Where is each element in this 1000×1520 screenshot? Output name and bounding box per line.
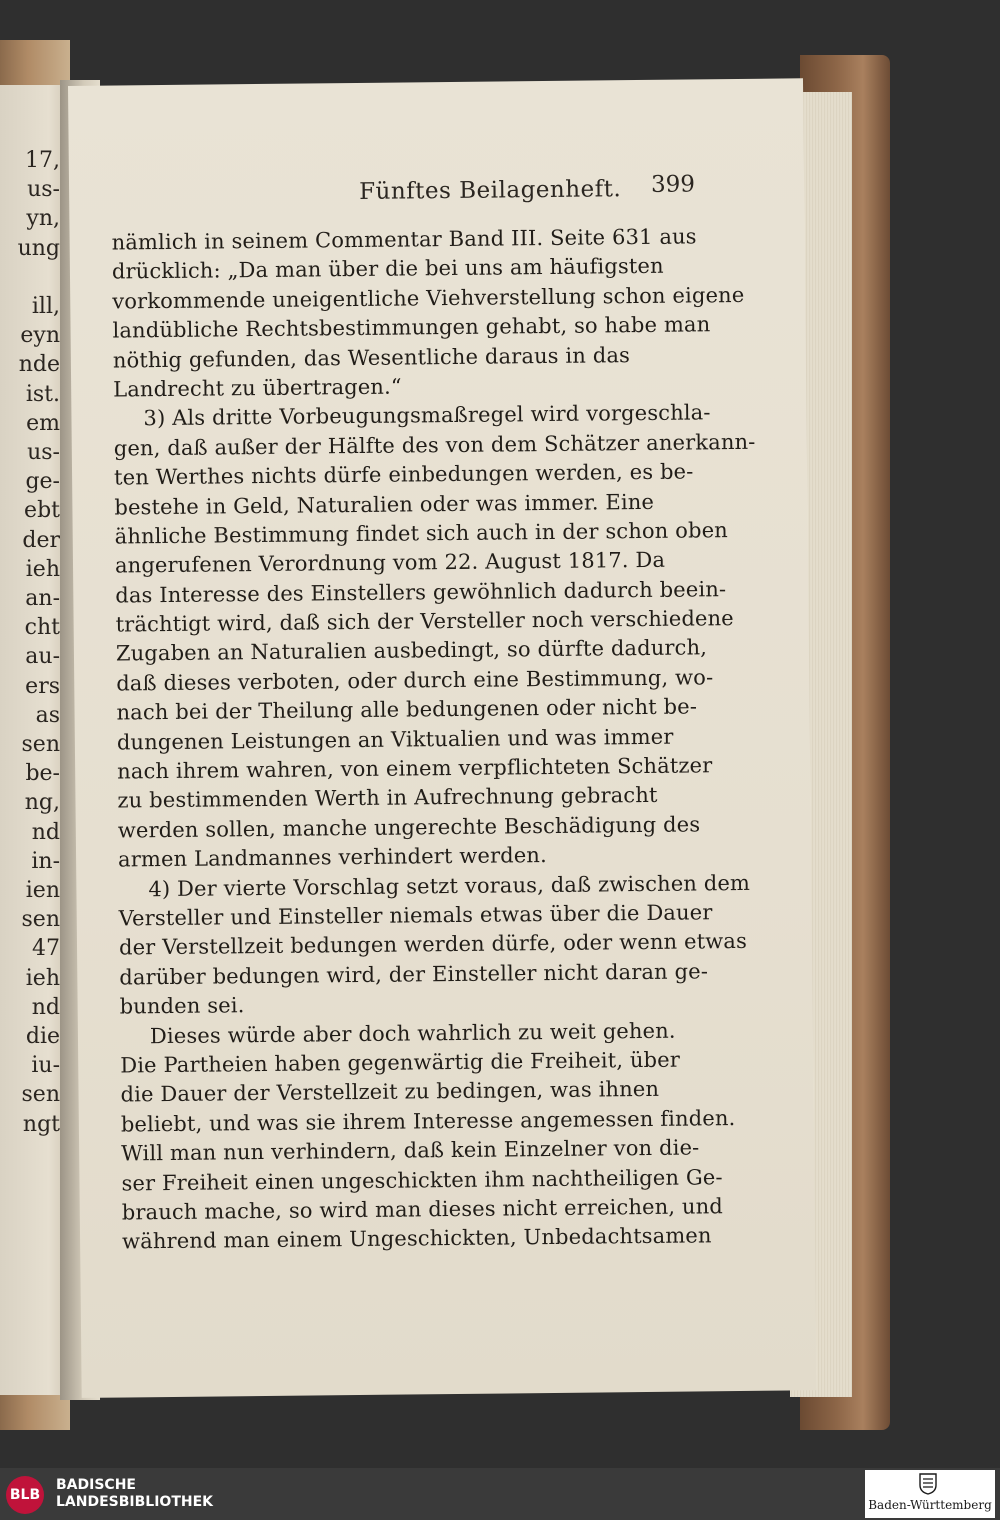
left-page-fragment: ieh (25, 965, 60, 991)
left-page-fragment: 47 (32, 936, 60, 962)
left-page-fragment: die (25, 1024, 60, 1049)
left-page-fragment: in- (31, 848, 60, 874)
left-page-fragment: ge- (25, 469, 60, 495)
text-line: Zugaben an Naturalien ausbedingt, so dürfte dadurch, (115, 635, 708, 666)
left-page-fragment: ers (25, 673, 60, 699)
library-name-line1: BADISCHE (56, 1477, 136, 1493)
text-line: während man einem Ungeschickten, Unbedachtsamen (121, 1223, 712, 1254)
left-page-fragment: ieh (25, 556, 60, 582)
text-line: nach ihrem wahren, von einem verpflichteten Schätzer (117, 753, 713, 784)
coat-of-arms-icon (919, 1473, 937, 1495)
text-line: zu bestimmenden Werth in Aufrechnung gebracht (117, 783, 658, 813)
left-page-fragment: ebt (24, 498, 60, 524)
baden-wuerttemberg-logo[interactable] (865, 1470, 995, 1518)
left-page-fragment: au- (25, 644, 60, 670)
left-page-fragment: nde (18, 352, 60, 378)
left-page-fragment: iu- (31, 1053, 60, 1079)
text-line: landübliche Rechtsbestimmungen gehabt, so habe man (112, 312, 711, 343)
text-line: Will man nun verhindern, daß kein Einzelner von die- (121, 1135, 700, 1166)
left-page-fragment: sen (21, 907, 60, 933)
text-line: Landrecht zu übertragen.“ (113, 374, 402, 402)
text-line: ten Werthes nichts dürfe einbedungen werden, es be- (113, 459, 694, 490)
left-page-fragment: ung (17, 235, 60, 261)
blb-logo[interactable]: BLB (6, 1476, 44, 1514)
text-line: nach bei der Theilung alle bedungenen oder nicht be- (116, 694, 698, 725)
text-line: ser Freiheit einen ungeschickten ihm nachtheiligen Ge- (121, 1164, 723, 1195)
text-line: Die Partheien haben gegenwärtig die Freiheit, über (120, 1047, 681, 1078)
text-line: brauch mache, so wird man dieses nicht erreichen, und (121, 1194, 724, 1225)
text-line: drücklich: „Da man über die bei uns am häufigsten (111, 254, 664, 284)
text-line: armen Landmannes verhindert werden. (117, 843, 547, 872)
left-page-fragment: ill, (31, 294, 60, 319)
text-line: dungenen Leistungen an Viktualien und was immer (116, 724, 674, 755)
text-line: der Verstellzeit bedungen werden dürfe, oder wenn etwas (118, 929, 748, 960)
text-line: bunden sei. (119, 993, 245, 1019)
text-line: die Dauer der Verstellzeit zu bedingen, was ihnen (120, 1077, 660, 1107)
text-line: 4) Der vierte Vorschlag setzt voraus, daß zwischen dem (148, 870, 751, 901)
left-page-fragment: eyn (20, 323, 60, 349)
left-page-fragment: sen (21, 732, 60, 757)
left-page-fragment: nd (31, 994, 60, 1020)
text-line: das Interesse des Einstellers gewöhnlich dadurch beein- (115, 576, 727, 608)
left-page-fragment: 17, (25, 148, 60, 173)
page-number: 399 (650, 171, 696, 198)
left-page-fragment: ien (25, 878, 60, 903)
text-line: Versteller und Einsteller niemals etwas über die Dauer (118, 900, 713, 931)
text-line: gen, daß außer der Hälfte des von dem Schätzer anerkann- (113, 429, 756, 461)
left-page-fragment: as (35, 702, 60, 728)
left-page-fragment: der (22, 527, 60, 553)
text-line: vorkommende uneigentliche Viehverstellung schon eigene (112, 282, 745, 314)
text-line: daß dieses verboten, oder durch eine Bestimmung, wo- (116, 665, 714, 696)
left-page-fragment: ngt (22, 1111, 60, 1137)
text-line: Dieses würde aber doch wahrlich zu weit gehen. (149, 1018, 676, 1048)
text-line: bestehe in Geld, Naturalien oder was immer. Eine (114, 489, 655, 520)
text-line: werden sollen, manche ungerechte Beschädigung des (117, 812, 701, 843)
left-page-fragment: cht (24, 615, 60, 641)
library-name[interactable] (56, 1477, 213, 1511)
text-line: angerufenen Verordnung vom 22. August 1817. Da (114, 548, 666, 578)
left-page-fragment: yn, (26, 206, 60, 232)
footer-bar (0, 1468, 1000, 1520)
left-page-fragment: us- (27, 440, 60, 465)
text-line: darüber bedungen wird, der Einsteller nicht daran ge- (119, 959, 709, 990)
left-page-fragment: ng, (24, 790, 60, 816)
left-page-fragment: em (26, 410, 60, 436)
text-line: ähnliche Bestimmung findet sich auch in der schon oben (114, 518, 728, 549)
state-name: Baden-Württemberg (868, 1498, 992, 1512)
left-page-fragment: ist. (25, 381, 60, 407)
text-line: 3) Als dritte Vorbeugungsmaßregel wird vorgeschla- (143, 400, 711, 431)
text-line: nämlich in seinem Commentar Band III. Seite 631 aus (111, 224, 697, 255)
left-page-fragment: an- (25, 586, 60, 611)
left-page-fragment: be- (25, 761, 60, 787)
text-line: nöthig gefunden, das Wesentliche daraus in das (112, 342, 631, 373)
body-text (111, 222, 756, 1257)
left-page-fragment: us- (27, 177, 60, 203)
text-line: beliebt, und was sie ihrem Interesse angemessen finden. (120, 1105, 736, 1137)
right-page (68, 78, 817, 1398)
text-line: trächtigt wird, daß sich der Versteller noch verschiedene (115, 606, 734, 637)
library-name-line2: LANDESBIBLIOTHEK (56, 1494, 214, 1510)
left-page-fragment: nd (31, 819, 60, 845)
left-page-fragment: sen (21, 1082, 60, 1108)
running-head: Fünftes Beilagenheft. (358, 176, 622, 205)
